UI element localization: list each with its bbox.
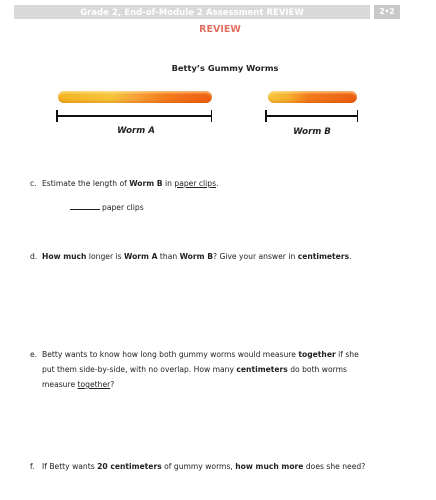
question-line <box>30 362 410 377</box>
review-label: REVIEW <box>199 24 241 35</box>
figure-title: Betty’s Gummy Worms <box>171 63 279 73</box>
question-text: than <box>157 252 180 261</box>
question-bold: How much <box>42 252 87 261</box>
question-letter: d. <box>30 252 38 261</box>
question-letter: c. <box>30 179 37 188</box>
question-bold: 20 centimeters <box>97 462 162 471</box>
question-bold: Worm B <box>179 252 213 261</box>
question-text: in <box>162 179 175 188</box>
question-bold: centimeters <box>297 252 350 261</box>
question-text: measure <box>42 380 78 389</box>
question-line <box>30 377 410 392</box>
question-text: If Betty wants <box>42 462 98 471</box>
question-e <box>30 347 410 392</box>
header-title: Grade 2, End-of-Module 2 Assessment REVIEW <box>80 7 304 17</box>
question-text: longer is <box>86 252 124 261</box>
question-bold: how much more <box>235 462 304 471</box>
question-text: does she need? <box>303 462 366 471</box>
worm-a-measure-line <box>56 110 212 122</box>
worm-a-label: Worm A <box>117 126 155 136</box>
question-bold: centimeters <box>236 365 288 374</box>
measure-tick-left <box>265 110 267 122</box>
measure-tick-right <box>211 110 213 122</box>
answer-line[interactable] <box>70 201 100 210</box>
question-underline: together <box>77 380 111 389</box>
worm-b-measure-line <box>265 110 358 122</box>
module-badge: 2•2 <box>374 5 400 19</box>
answer-unit: paper clips <box>102 203 144 212</box>
question-text: Betty wants to know how long both gummy worms would measure <box>42 350 299 359</box>
question-text: if she <box>335 350 359 359</box>
question-f <box>30 459 365 474</box>
question-letter: e. <box>30 350 38 359</box>
question-text: . <box>216 179 219 188</box>
question-bold: together <box>298 350 336 359</box>
question-text: do both worms <box>287 365 347 374</box>
question-text: Estimate the length of <box>42 179 130 188</box>
measure-line <box>265 115 358 117</box>
question-text: put them side-by-side, with no overlap. How many <box>42 365 237 374</box>
worm-a-image <box>58 91 212 103</box>
question-bold: Worm A <box>123 252 158 261</box>
measure-line <box>56 115 212 117</box>
question-text: . <box>349 252 352 261</box>
worm-b-label: Worm B <box>293 127 331 137</box>
question-bold: Worm B <box>129 179 163 188</box>
answer-blank-c <box>70 201 144 214</box>
question-text: ? Give your answer in <box>213 252 298 261</box>
worm-b-image <box>268 91 357 103</box>
question-d <box>30 249 352 264</box>
question-line <box>30 347 410 362</box>
measure-tick-left <box>56 110 58 122</box>
question-text: ? <box>110 380 115 389</box>
question-text: of gummy worms, <box>161 462 236 471</box>
question-c <box>30 176 218 191</box>
measure-tick-right <box>357 110 359 122</box>
question-underline: paper clips <box>174 179 217 188</box>
question-letter: f. <box>30 462 35 471</box>
